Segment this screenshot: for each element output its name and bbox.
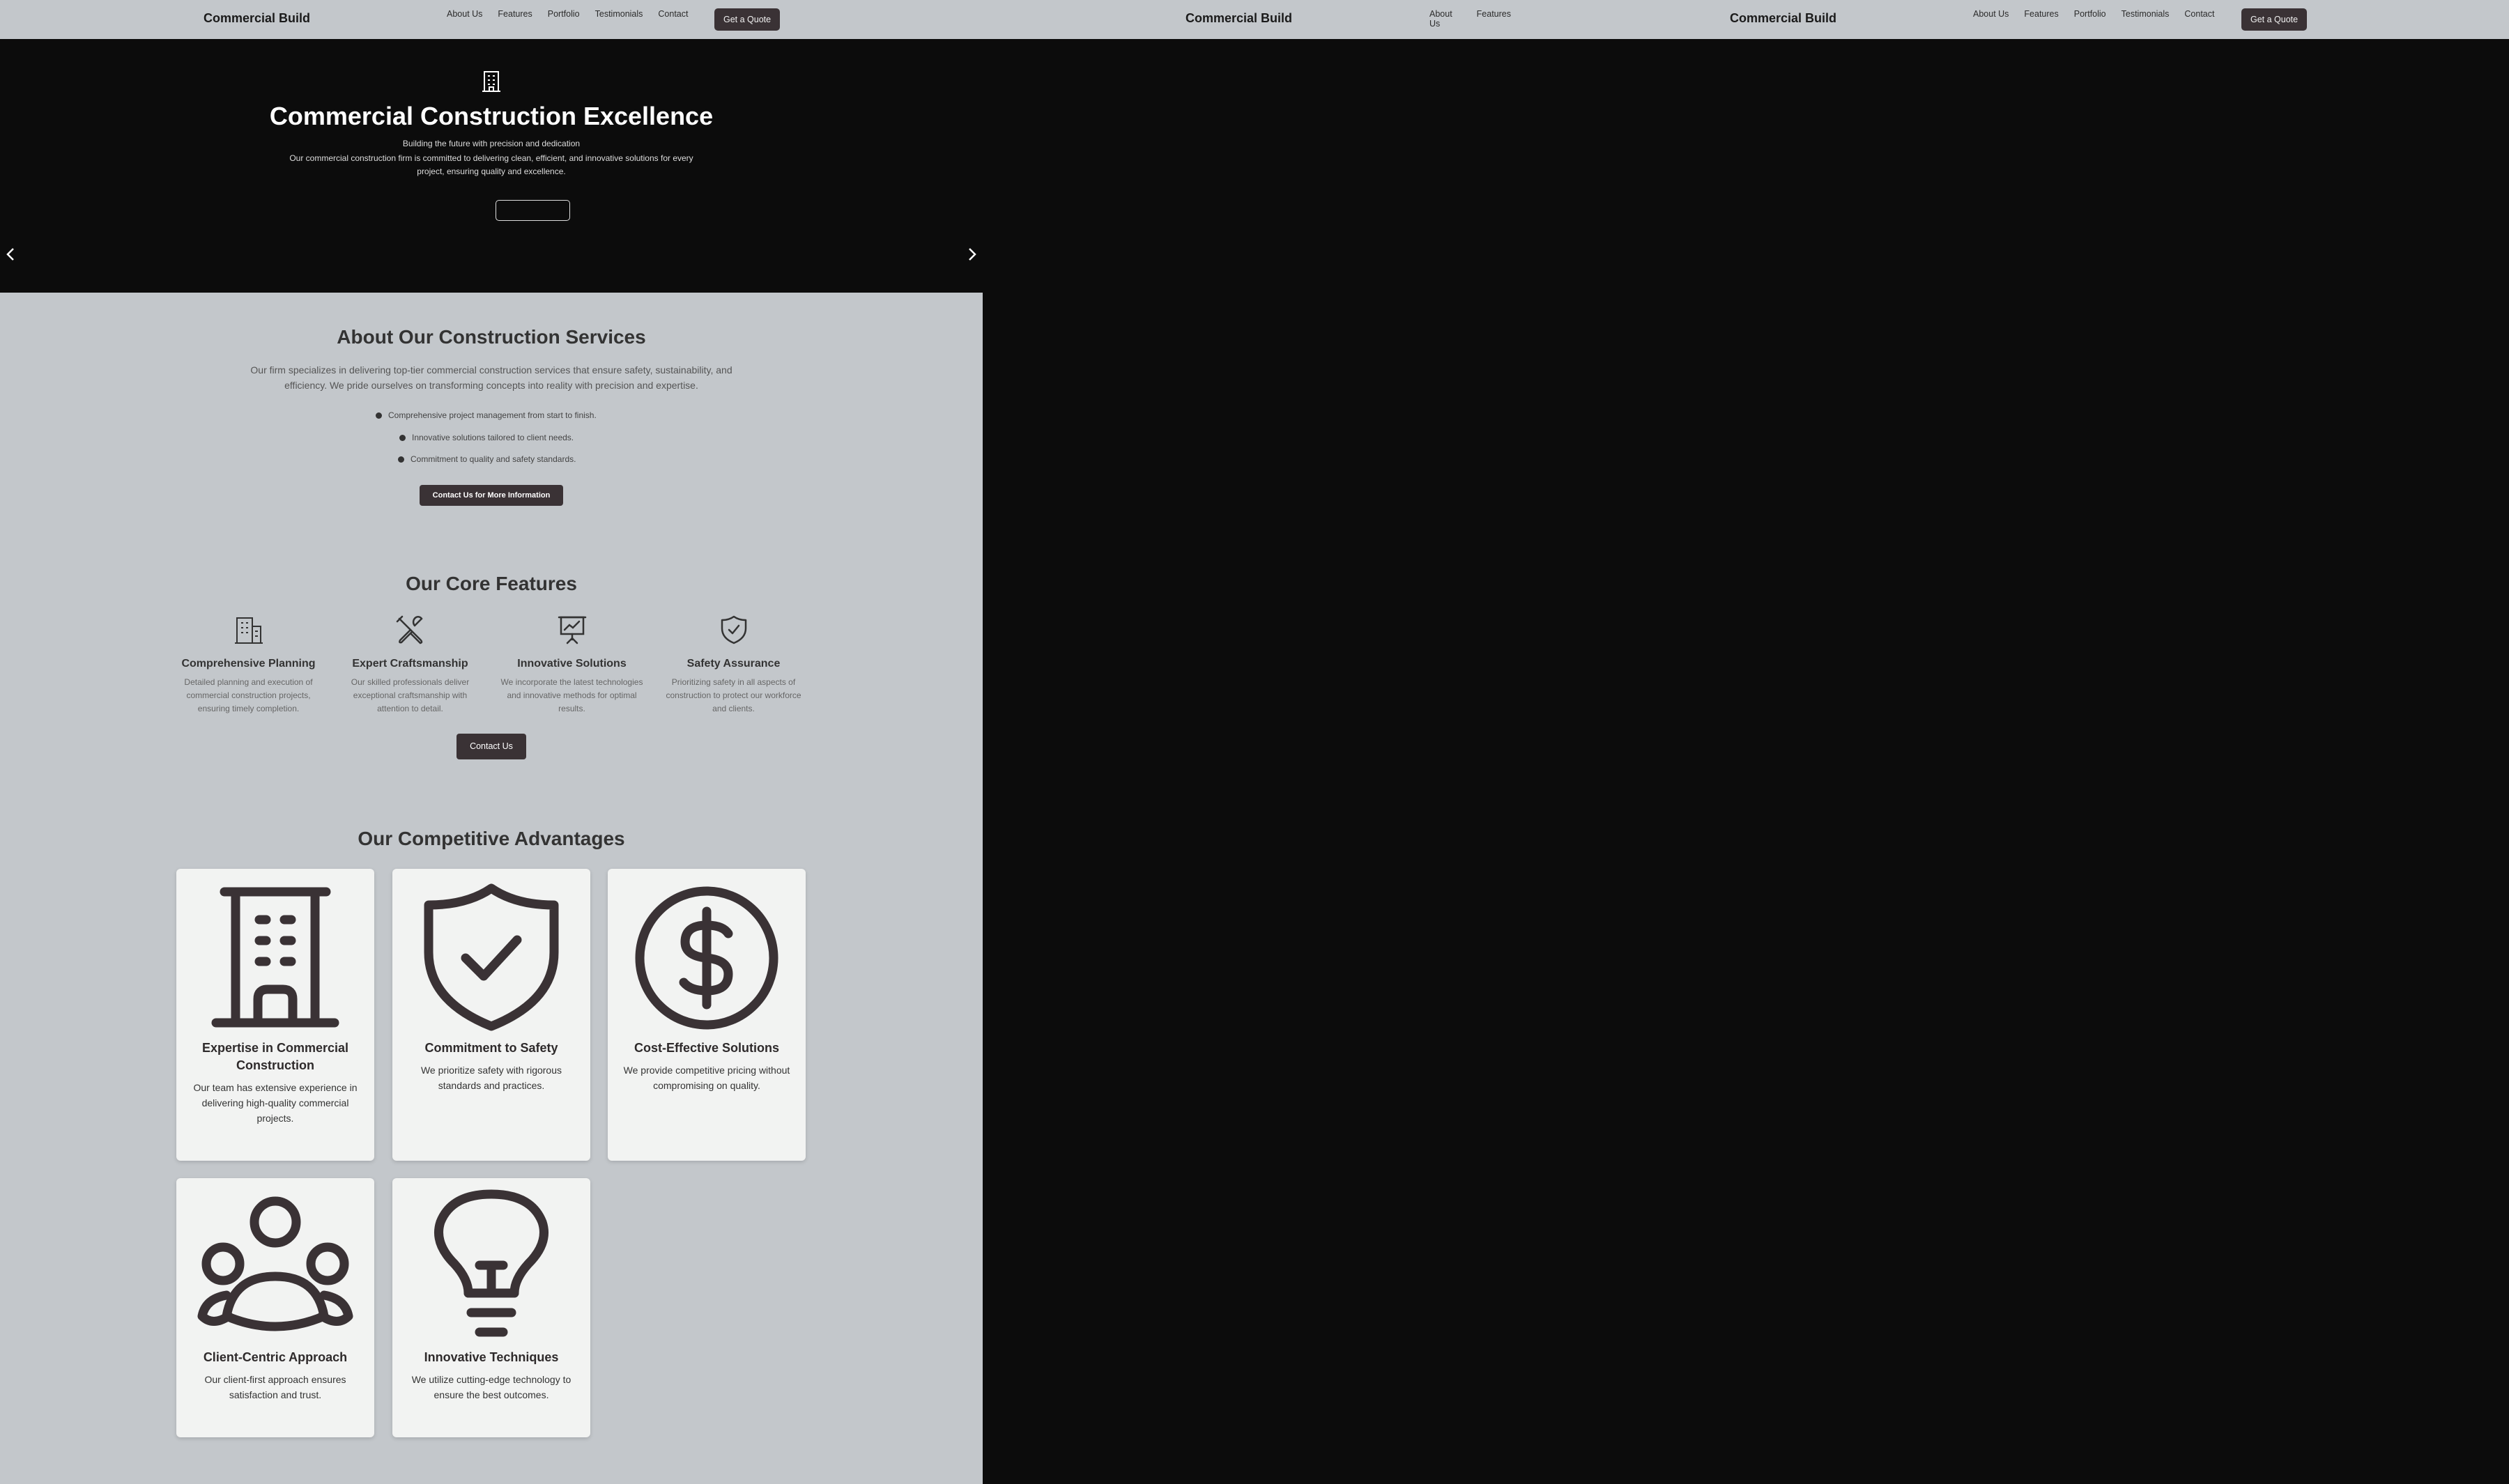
nav-links (1429, 9, 1526, 29)
feature-title: Expert Craftsmanship (352, 658, 468, 670)
advantage-card (176, 869, 374, 1161)
advantage-card (392, 1178, 590, 1437)
get-quote-button[interactable]: Get a Quote (714, 8, 780, 31)
presentation-icon (557, 615, 588, 645)
advantage-card (608, 869, 806, 1161)
advantage-text: We utilize cutting-edge technology to ensure the best outcomes. (411, 1374, 571, 1400)
building-icon (234, 616, 263, 645)
advantage-title: Expertise in Commercial Construction (201, 1041, 349, 1072)
nav-link-about[interactable]: About Us (447, 9, 483, 19)
lightbulb-icon (425, 1189, 558, 1345)
hero-secondary-button[interactable] (496, 200, 570, 221)
top-nav-right (1526, 0, 2509, 39)
contact-us-button[interactable]: Contact Us (456, 734, 526, 759)
nav-link-about[interactable]: About Us (1973, 9, 2009, 19)
nav-link-contact[interactable]: Contact (2184, 9, 2215, 19)
shield-check-icon (418, 883, 565, 1033)
feature-text: Prioritizing safety in all aspects of construction to protect our workforce and clients. (666, 677, 801, 713)
users-icon (195, 1194, 355, 1340)
about-title: About Our Construction Services (337, 326, 646, 348)
advantage-card (392, 869, 590, 1161)
advantage-text: We provide competitive pricing without compromising on quality. (623, 1065, 790, 1091)
brand-logo[interactable]: Commercial Build (1186, 11, 1293, 25)
tools-icon (395, 615, 426, 645)
nav-link-portfolio[interactable]: Portfolio (2073, 9, 2106, 19)
nav-link-features[interactable]: Features (2024, 9, 2059, 19)
top-nav-mid (983, 0, 1526, 39)
feature-title: Safety Assurance (686, 658, 781, 670)
top-nav (0, 0, 983, 39)
feature-item (339, 612, 482, 716)
feature-title: Innovative Solutions (517, 658, 627, 670)
feature-title: Comprehensive Planning (181, 658, 316, 670)
feature-text: Our skilled professionals deliver exceptional craftsmanship with attention to detail. (351, 677, 470, 713)
content-area (0, 293, 983, 1484)
hero-title: Commercial Construction Excellence (269, 102, 714, 130)
advantage-title: Commitment to Safety (424, 1041, 558, 1055)
advantage-text: Our client-first approach ensures satisfaction and trust. (204, 1374, 346, 1400)
nav-link-features[interactable]: Features (498, 9, 532, 19)
brand-logo[interactable]: Commercial Build (204, 11, 311, 25)
nav-link-testimonials[interactable]: Testimonials (2121, 9, 2170, 19)
dollar-circle-icon (634, 885, 780, 1031)
feature-item (662, 612, 805, 716)
building-icon (482, 70, 500, 93)
nav-links (1973, 9, 2230, 19)
advantage-card (176, 1178, 374, 1437)
advantage-title: Client-Centric Approach (203, 1350, 348, 1364)
about-bullet: Commitment to quality and safety standards. (398, 454, 576, 464)
advantage-title: Innovative Techniques (424, 1350, 559, 1364)
advantage-text: Our team has extensive experience in delivering high-quality commercial projects. (193, 1082, 358, 1124)
about-bullet: Comprehensive project management from start to finish. (376, 410, 597, 420)
shield-check-icon (719, 615, 749, 645)
advantages-title: Our Competitive Advantages (358, 828, 625, 849)
building-icon (209, 885, 342, 1031)
nav-link-features[interactable]: Features (1476, 9, 1511, 19)
about-bullet: Innovative solutions tailored to client needs. (399, 433, 574, 442)
feature-item (500, 612, 643, 716)
advantage-text: We prioritize safety with rigorous standards and practices. (420, 1065, 562, 1091)
carousel-prev-icon[interactable] (6, 245, 15, 267)
feature-item (177, 612, 320, 716)
about-text: Our firm specializes in delivering top-tier commercial construction services that ensure safety, sustainability, and efficiency. We pride ourselves on transforming concepts into reality with precision and expertise. (250, 364, 732, 391)
nav-link-about[interactable]: About Us (1429, 9, 1452, 29)
brand-logo[interactable]: Commercial Build (1730, 11, 1837, 25)
hero-primary-button[interactable] (410, 200, 486, 221)
hero-subtitle: Building the future with precision and dedication (402, 139, 581, 148)
nav-link-testimonials[interactable]: Testimonials (594, 9, 643, 19)
advantage-title: Cost-Effective Solutions (634, 1041, 780, 1055)
hero-carousel (0, 39, 983, 293)
get-quote-button[interactable]: Get a Quote (2241, 8, 2307, 31)
contact-more-info-button[interactable]: Contact Us for More Information (420, 485, 563, 506)
nav-links (447, 9, 704, 19)
nav-link-contact[interactable]: Contact (658, 9, 689, 19)
feature-text: We incorporate the latest technologies and innovative methods for optimal results. (500, 677, 643, 713)
carousel-next-icon[interactable] (967, 245, 977, 267)
hero-description: Our commercial construction firm is committed to delivering clean, efficient, and innovative solutions for every project, ensuring quality and excellence. (289, 153, 693, 176)
feature-text: Detailed planning and execution of commercial construction projects, ensuring timely completion. (184, 677, 313, 713)
nav-link-portfolio[interactable]: Portfolio (547, 9, 580, 19)
features-title: Our Core Features (406, 573, 577, 594)
